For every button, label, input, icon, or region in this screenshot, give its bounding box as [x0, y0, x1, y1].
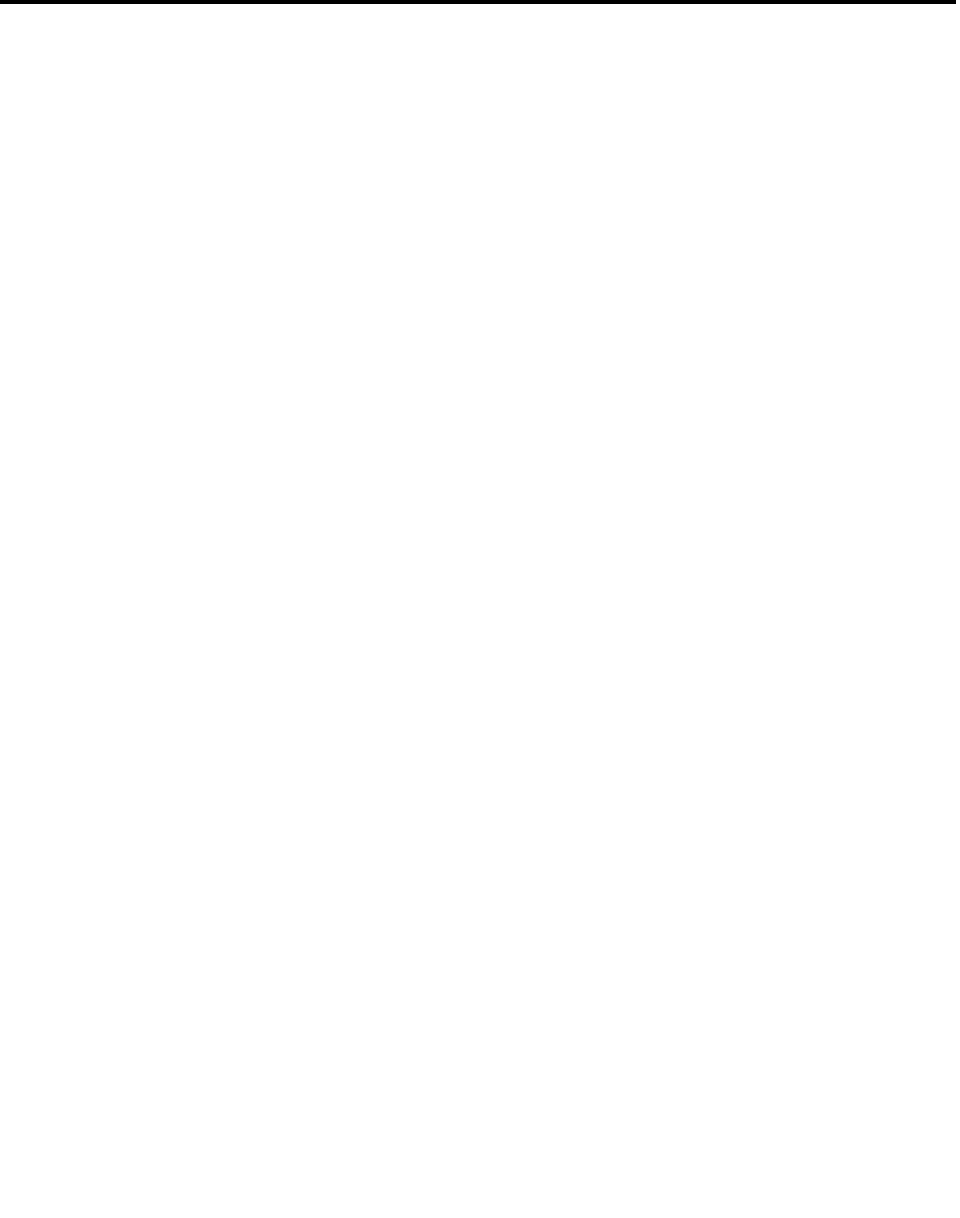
bibliography-cell	[1, 3, 956, 4]
bibliography-row	[1, 3, 956, 4]
bibliography-table	[0, 2, 956, 4]
